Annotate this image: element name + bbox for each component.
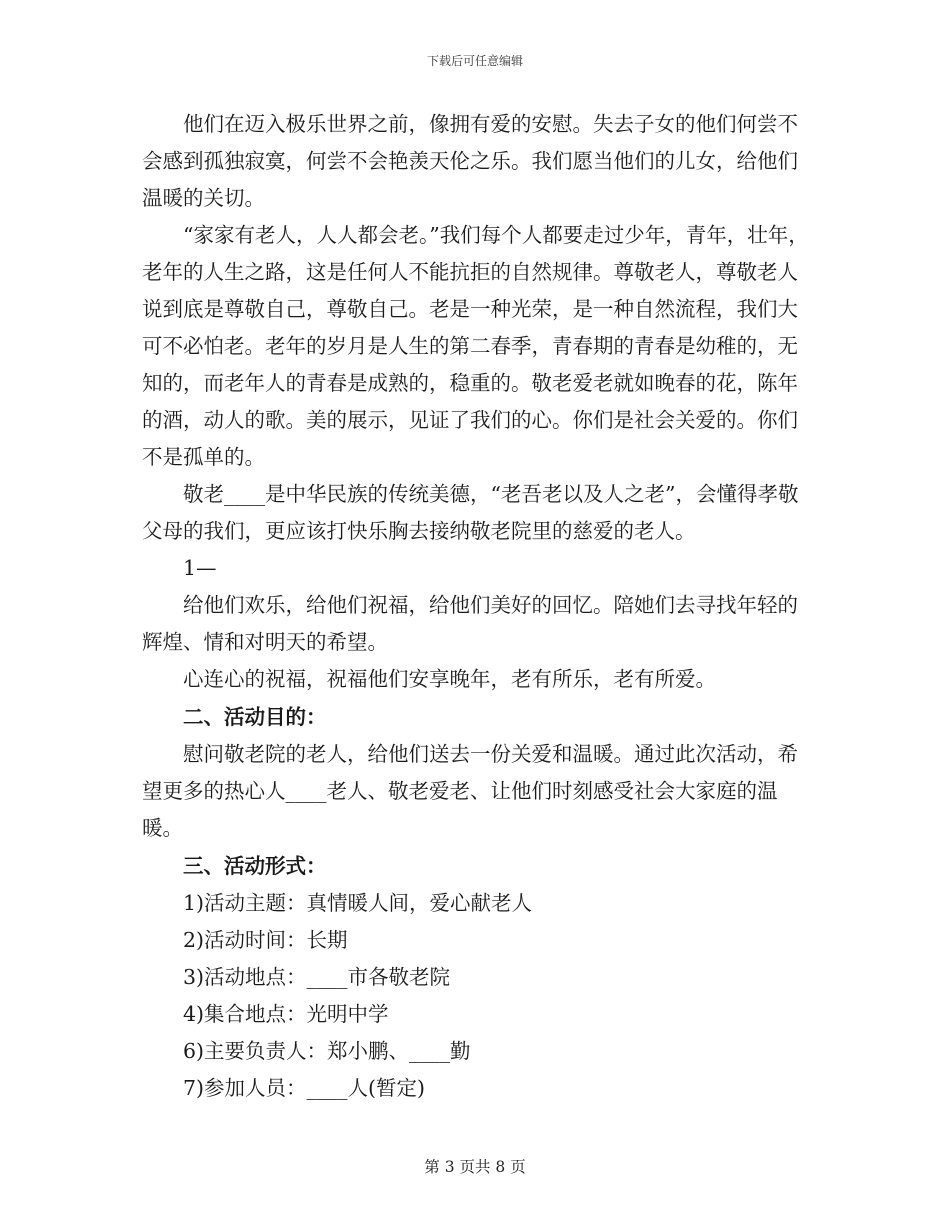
- paragraph-6: 心连心的祝福，祝福他们安享晚年，老有所乐，老有所爱。: [183, 667, 716, 691]
- paragraph-4: 1—: [183, 556, 217, 580]
- list-item: 7)参加人员：____人(暂定): [183, 1076, 426, 1100]
- list-item: 2)活动时间：长期: [183, 928, 348, 952]
- paragraph-5: 给他们欢乐，给他们祝福，给他们美好的回忆。陪她们去寻找年轻的辉煌、情和对明天的希望。: [142, 593, 798, 654]
- list-item: 1)活动主题：真情暖人间，爱心献老人: [183, 891, 533, 915]
- section-heading-format: 三、活动形式：: [183, 854, 327, 878]
- document-body: [142, 106, 810, 1107]
- paragraph-7: 慰问敬老院的老人，给他们送去一份关爱和温暖。通过此次活动，希望更多的热心人____老人、敬老爱老、让他们时刻感受社会大家庭的温暖。: [142, 742, 798, 840]
- list-item: 3)活动地点：____市各敬老院: [183, 965, 451, 989]
- page-header: 下载后可任意编辑: [426, 54, 523, 68]
- list-item: 6)主要负责人：郑小鹏、____勤: [183, 1039, 471, 1063]
- paragraph-1: 他们在迈入极乐世界之前，像拥有爱的安慰。失去子女的他们何尝不会感到孤独寂寞，何尝不会艳羡天伦之乐。我们愿当他们的儿女，给他们温暖的关切。: [142, 112, 798, 210]
- list-item: 4)集合地点：光明中学: [183, 1002, 389, 1026]
- page-footer: 第 3 页共 8 页: [424, 1158, 526, 1176]
- paragraph-2: “家家有老人，人人都会老。”我们每个人都要走过少年，青年，壮年，老年的人生之路，这是任何人不能抗拒的自然规律。尊敬老人，尊敬老人说到底是尊敬自己，尊敬自己。老是一种光荣，是一种自然流程，我们大可不必怕老。老年的岁月是人生的第二春季，青春期的青春是幼稚的，无知的，而老年人的青春是成熟的，稳重的。敬老爱老就如晚春的花，陈年的酒，动人的歌。美的展示，见证了我们的心。你们是社会关爱的。你们不是孤单的。: [142, 223, 809, 469]
- section-heading-purpose: 二、活动目的：: [183, 705, 327, 729]
- paragraph-3: 敬老____是中华民族的传统美德，“老吾老以及人之老”，会懂得孝敬父母的我们，更应该打快乐胸去接纳敬老院里的慈爱的老人。: [142, 482, 799, 543]
